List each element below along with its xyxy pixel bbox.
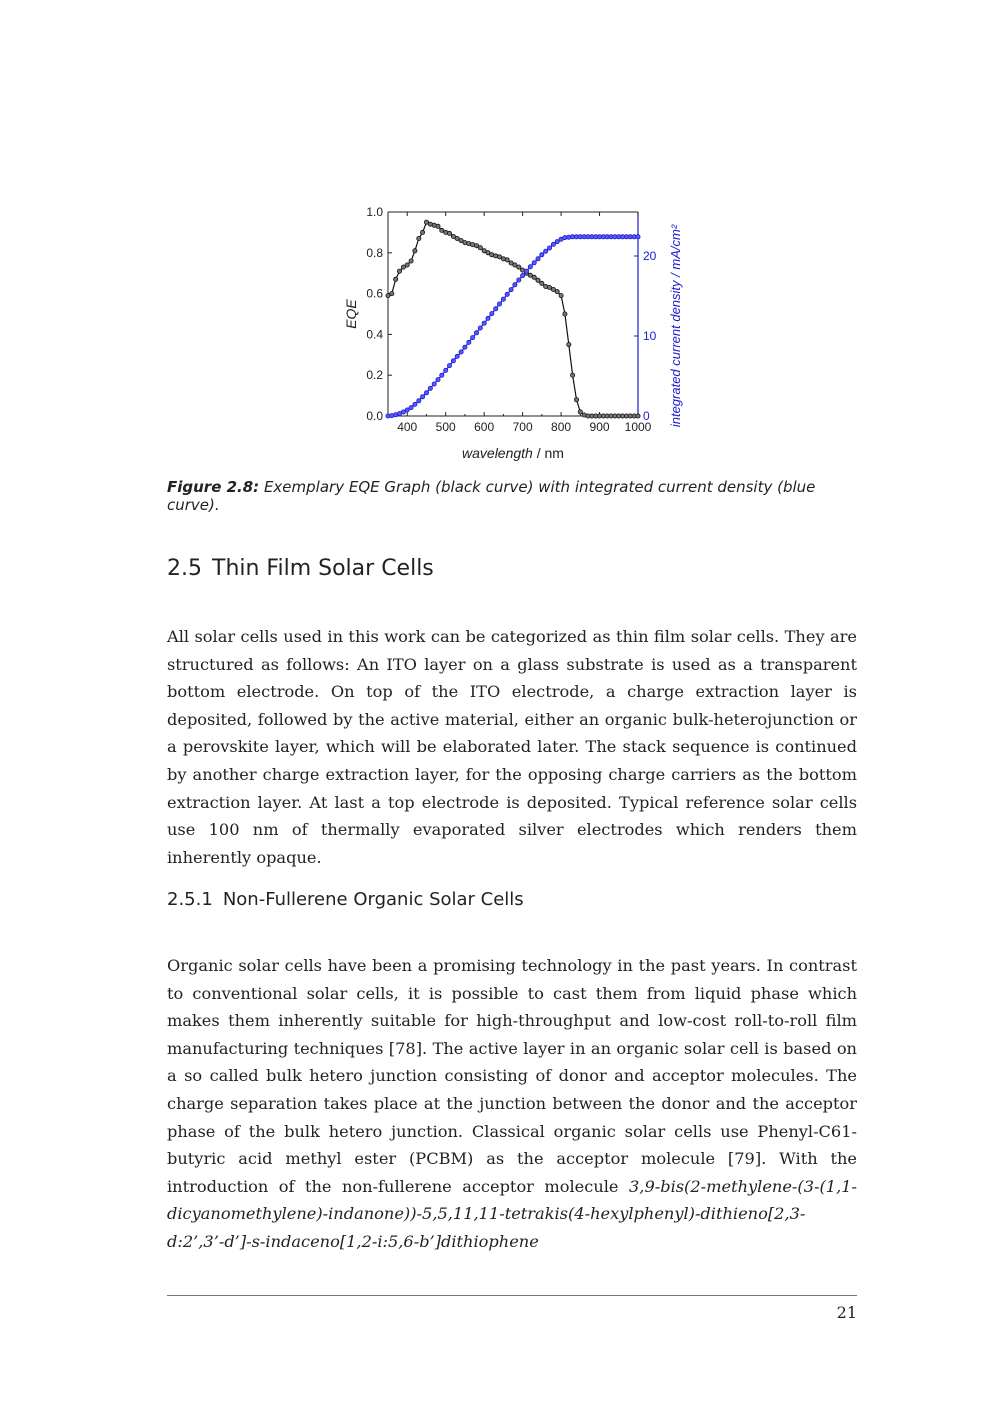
x-tick-label: 500 <box>435 420 456 434</box>
current-point <box>463 345 467 349</box>
current-point <box>440 373 444 377</box>
x-tick-label: 400 <box>397 420 418 434</box>
current-point <box>428 386 432 390</box>
x-tick-label: 1000 <box>624 420 652 434</box>
eqe-point <box>555 290 559 294</box>
y-tick-label: 0.2 <box>366 368 383 383</box>
eqe-point <box>405 263 409 267</box>
eqe-point <box>540 281 544 285</box>
current-point <box>505 292 509 296</box>
eqe-point <box>421 230 425 234</box>
current-point <box>501 297 505 301</box>
subsection-number: 2.5.1 <box>167 889 213 910</box>
footer-rule <box>167 1295 857 1296</box>
x-tick-label: 600 <box>474 420 495 434</box>
current-point <box>444 368 448 372</box>
current-point <box>536 257 540 261</box>
current-point <box>540 253 544 257</box>
eqe-point <box>409 259 413 263</box>
current-point <box>636 235 640 239</box>
y2-axis-label: integrated current density / mA/cm² <box>668 224 683 428</box>
eqe-point <box>390 292 394 296</box>
current-point <box>436 378 440 382</box>
current-point <box>524 269 528 273</box>
eqe-point <box>563 312 567 316</box>
eqe-chart <box>330 200 690 470</box>
current-point <box>405 408 409 412</box>
eqe-point <box>567 343 571 347</box>
current-point <box>478 326 482 330</box>
y-tick-label: 0.6 <box>366 286 383 301</box>
figure-caption <box>167 478 867 514</box>
current-point <box>451 359 455 363</box>
paragraph-organic-text: Organic solar cells have been a promising technology in the past years. In contrast to conventional solar cells, it is possible to cast them from liquid phase which makes them inherently suitable for high-throughput and low-cost roll-to-roll film manufacturing techniques [78]. The active layer in an organic solar cell is based on a so called bulk hetero junction consisting of donor and acceptor molecules. The charge separation takes place at the junction between the donor and the acceptor phase of the bulk hetero junction. Classical organic solar cells use Phenyl-C61-butyric acid methyl ester (PCBM) as the acceptor molecule [79]. With the introduction of the non-fullerene acceptor molecule <box>167 956 857 1196</box>
eqe-point <box>578 410 582 414</box>
current-point <box>509 288 513 292</box>
current-point <box>409 406 413 410</box>
eqe-point <box>532 275 536 279</box>
eqe-point <box>513 263 517 267</box>
subsection-title: Non-Fullerene Organic Solar Cells <box>222 889 524 910</box>
y2-tick-label: 20 <box>643 249 657 263</box>
eqe-point <box>478 246 482 250</box>
figure-caption-text: Exemplary EQE Graph (black curve) with integrated current density (blue curve). <box>167 478 816 514</box>
current-point <box>513 283 517 287</box>
current-point <box>528 265 532 269</box>
eqe-point <box>574 398 578 402</box>
paragraph-thin-film: All solar cells used in this work can be categorized as thin film solar cells. They are structured as follows: An ITO layer on a glass substrate is used as a transparent bottom electrode. On top of the ITO electrode, a charge extraction layer is deposited, followed by the active material, either an organic bulk-heterojunction or a perovskite layer, which will be elaborated later. The stack sequence is continued by another charge extraction layer, for the opposing charge carriers as the bottom extraction layer. At last a top electrode is deposited. Typical reference solar cells use 100 nm of thermally evaporated silver electrodes which renders them inherently opaque. <box>167 627 857 867</box>
eqe-point <box>447 231 451 235</box>
x-tick-label: 900 <box>589 420 610 434</box>
current-point <box>521 274 525 278</box>
eqe-point <box>505 258 509 262</box>
current-point <box>555 240 559 244</box>
x-axis-label-quantity: wavelength <box>462 445 533 461</box>
current-point <box>467 340 471 344</box>
current-point <box>547 246 551 250</box>
eqe-point <box>636 414 640 418</box>
current-point <box>517 278 521 282</box>
eqe-figure <box>330 200 690 470</box>
eqe-point <box>571 373 575 377</box>
acceptor-molecule-name: 3,9-bis(2-methylene-(3-(1,1-dicyanomethylene)-indanone))-5,5,11,11-tetrakis(4-hexylphenyl)-dithieno[2,3-d:2’,3’-d’]-s-indaceno[1,2-i:5,6-b’]dithiophene <box>167 1176 857 1251</box>
current-point <box>494 307 498 311</box>
y2-tick-label: 0 <box>643 409 650 423</box>
eqe-point <box>528 273 532 277</box>
y-tick-label: 1.0 <box>366 205 383 219</box>
current-point <box>421 395 425 399</box>
eqe-point <box>517 265 521 269</box>
eqe-line <box>388 222 638 416</box>
eqe-point <box>397 269 401 273</box>
current-point <box>551 242 555 246</box>
eqe-point <box>436 224 440 228</box>
eqe-point <box>394 277 398 281</box>
current-point <box>417 399 421 403</box>
y-tick-label: 0.8 <box>366 245 383 260</box>
current-point <box>490 312 494 316</box>
page-number: 21 <box>836 1303 857 1322</box>
current-point <box>486 316 490 320</box>
x-axis-label-unit: / nm <box>532 445 564 461</box>
eqe-point <box>536 278 540 282</box>
x-tick-label: 800 <box>551 420 572 434</box>
y2-tick-label: 10 <box>643 329 657 343</box>
current-point <box>482 321 486 325</box>
eqe-point <box>559 294 563 298</box>
current-point <box>497 302 501 306</box>
current-point <box>390 414 394 418</box>
current-point <box>459 350 463 354</box>
current-point <box>532 261 536 265</box>
eqe-point <box>417 236 421 240</box>
current-point <box>424 391 428 395</box>
current-point <box>413 402 417 406</box>
x-axis-label <box>462 445 564 461</box>
current-point <box>471 336 475 340</box>
paragraph-organic <box>167 952 857 1256</box>
current-point <box>447 364 451 368</box>
section-heading <box>167 556 434 581</box>
current-point <box>474 331 478 335</box>
y-tick-label: 0.4 <box>366 327 383 342</box>
eqe-point <box>455 236 459 240</box>
current-point <box>455 354 459 358</box>
y-axis-label: EQE <box>343 299 359 329</box>
x-tick-label: 700 <box>512 420 533 434</box>
y-tick-label: 0.0 <box>366 409 383 423</box>
eqe-point <box>413 249 417 253</box>
current-point <box>432 382 436 386</box>
subsection-heading <box>167 889 524 910</box>
figure-label: Figure 2.8: <box>167 478 260 496</box>
section-title: Thin Film Solar Cells <box>212 556 434 581</box>
section-number: 2.5 <box>167 556 202 581</box>
current-point <box>544 249 548 253</box>
